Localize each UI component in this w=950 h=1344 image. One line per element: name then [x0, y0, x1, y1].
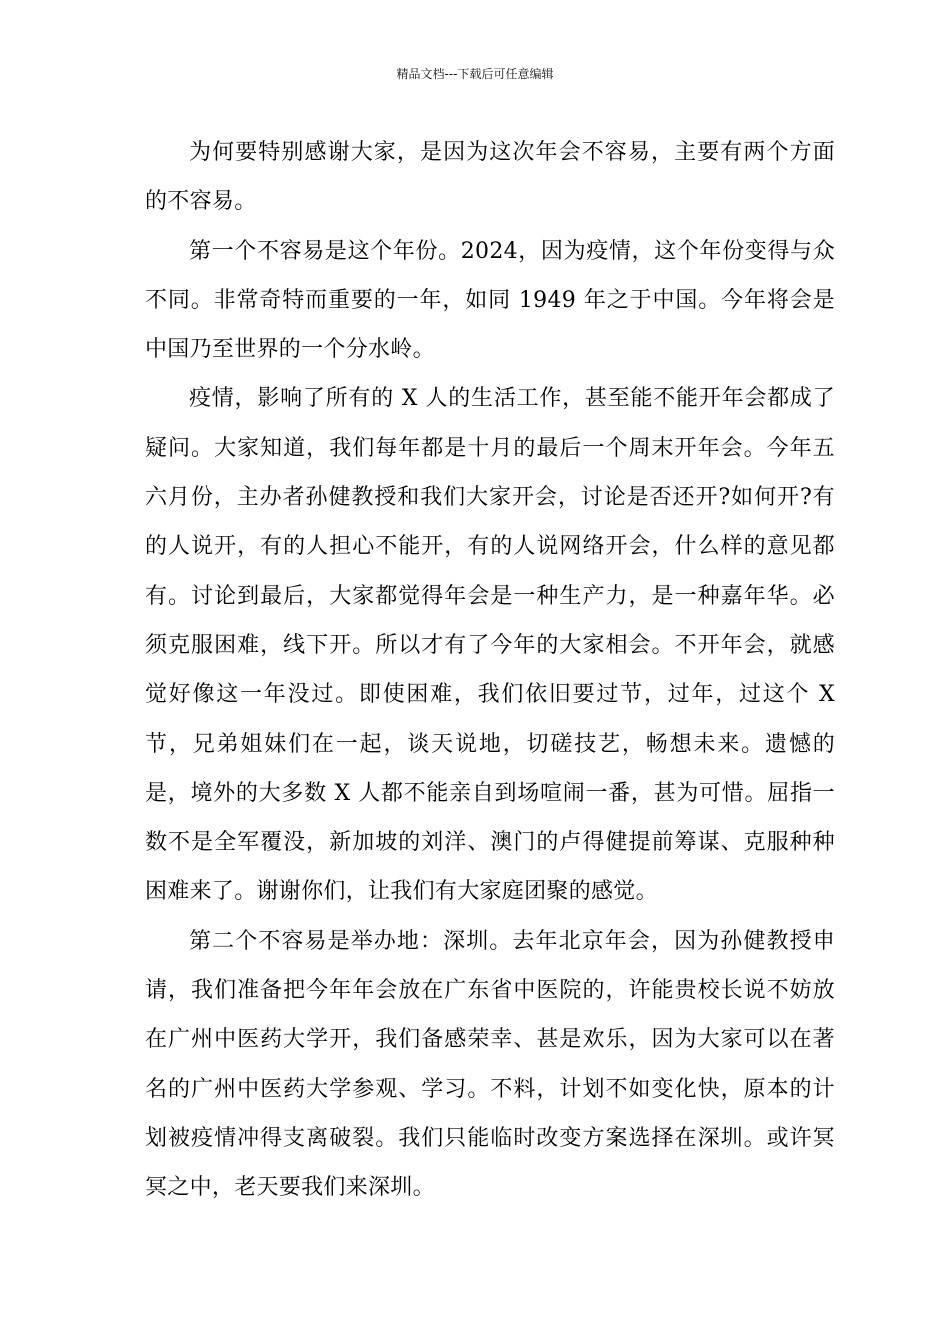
page-header: 精品文档---下载后可任意编辑: [396, 67, 554, 81]
paragraph-1: 为何要特别感谢大家，是因为这次年会不容易，主要有两个方面的不容易。: [145, 140, 835, 215]
paragraph-4: 第二个不容易是举办地：深圳。去年北京年会，因为孙健教授申请，我们准备把今年年会放在广东省中医院的，许能贵校长说不妨放在广州中医药大学开，我们备感荣幸、甚是欢乐，因为大家可以在著名的广州中医药大学参观、学习。不料，计划不如变化快，原本的计划被疫情冲得支离破裂。我们只能临时改变方案选择在深圳。或许冥冥之中，老天要我们来深圳。: [145, 928, 835, 1201]
document-body: [145, 128, 835, 1213]
paragraph-3: 疫情，影响了所有的 X 人的生活工作，甚至能不能开年会都成了疑问。大家知道，我们每年都是十月的最后一个周末开年会。今年五六月份，主办者孙健教授和我们大家开会，讨论是否还开?如何开?有的人说开，有的人担心不能开，有的人说网络开会，什么样的意见都有。讨论到最后，大家都觉得年会是一种生产力，是一种嘉年华。必须克服困难，线下开。所以才有了今年的大家相会。不开年会，就感觉好像这一年没过。即使困难，我们依旧要过节，过年，过这个 X 节，兄弟姐妹们在一起，谈天说地，切磋技艺，畅想未来。遗憾的是，境外的大多数 X 人都不能亲自到场喧闹一番，甚为可惜。屈指一数不是全军覆没，新加坡的刘洋、澳门的卢得健提前筹谋、克服种种困难来了。谢谢你们，让我们有大家庭团聚的感觉。: [145, 386, 835, 905]
paragraph-2: 第一个不容易是这个年份。2024，因为疫情，这个年份变得与众不同。非常奇特而重要的一年，如同 1949 年之于中国。今年将会是中国乃至世界的一个分水岭。: [145, 238, 835, 363]
